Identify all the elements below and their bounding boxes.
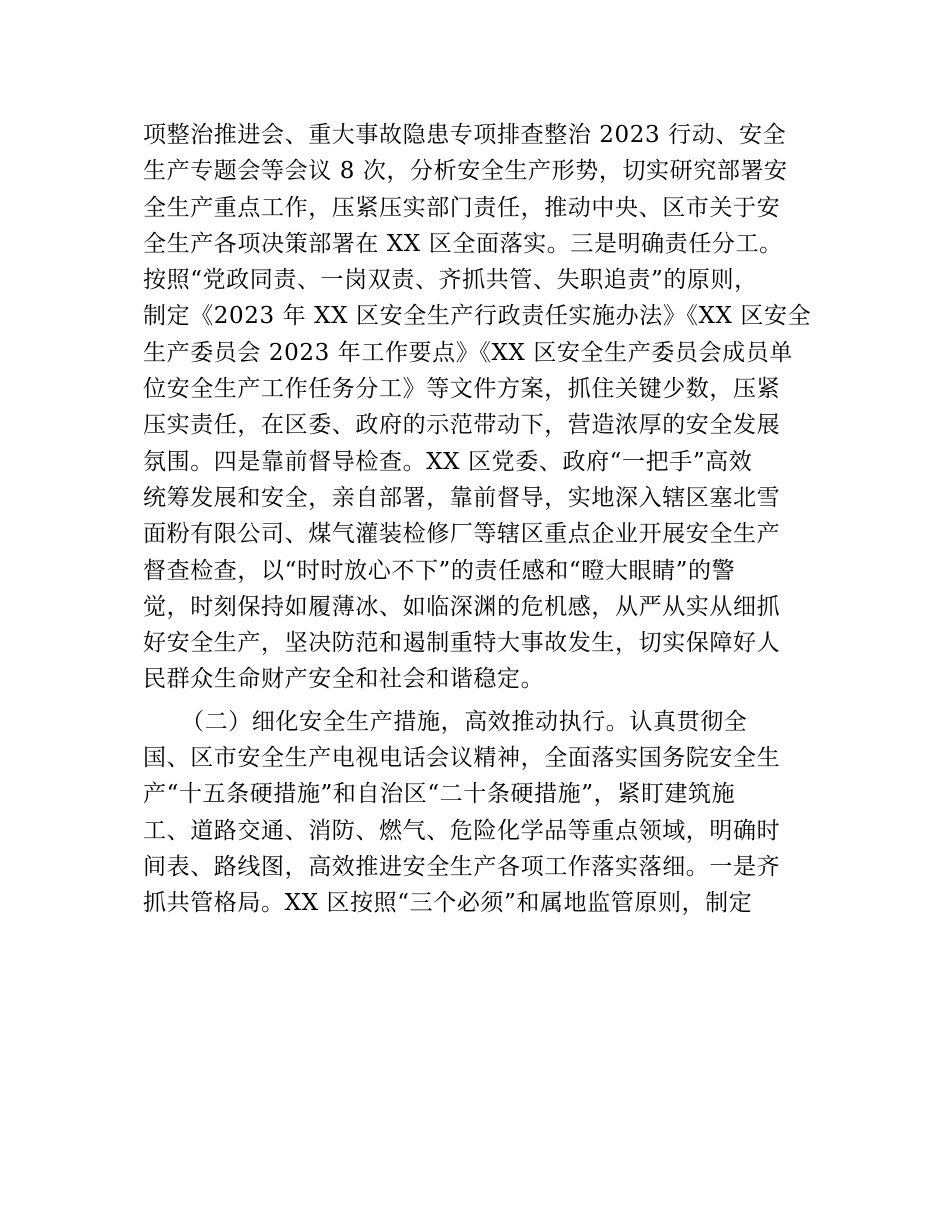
text-line: 按照“党政同责、一岗双责、齐抓共管、失职追责”的原则，	[143, 267, 758, 294]
text-line: 督查检查，以“时时放心不下”的责任感和“瞪大眼睛”的警	[143, 557, 736, 584]
text-line: 统筹发展和安全，亲自部署，靠前督导，实地深入辖区塞北雪	[143, 484, 781, 511]
text-line: 项整治推进会、重大事故隐患专项排查整治 2023 行动、安全	[143, 122, 787, 148]
document-body	[143, 117, 813, 922]
paragraph-1	[143, 117, 813, 698]
text-line: 国、区市安全生产电视电话会议精神，全面落实国务院安全生	[143, 745, 781, 772]
text-line: 生产专题会等会议 8 次，分析安全生产形势，切实研究部署安	[143, 158, 788, 185]
text-line: 面粉有限公司、煤气灌装检修厂等辖区重点企业开展安全生产	[143, 521, 781, 548]
text-line: 产“十五条硬措施”和自治区“二十条硬措施”，紧盯建筑施	[143, 781, 736, 808]
text-line: 全生产各项决策部署在 XX 区全面落实。三是明确责任分工。	[143, 230, 783, 257]
text-line: 生产委员会 2023 年工作要点》《XX 区安全生产委员会成员单	[143, 339, 793, 366]
text-line: （二）细化安全生产措施，高效推动执行。认真贯彻全	[181, 708, 748, 735]
text-line: 压实责任，在区委、政府的示范带动下，营造浓厚的安全发展	[143, 412, 781, 439]
text-line: 好安全生产，坚决防范和遏制重特大事故发生，切实保障好人	[143, 630, 781, 657]
paragraph-2	[143, 704, 813, 922]
text-line: 全生产重点工作，压紧压实部门责任，推动中央、区市关于安	[143, 194, 781, 221]
text-line: 间表、路线图，高效推进安全生产各项工作落实落细。一是齐	[143, 853, 781, 880]
text-line: 制定《2023 年 XX 区安全生产行政责任实施办法》《XX 区安全	[143, 303, 812, 330]
text-line: 觉，时刻保持如履薄冰、如临深渊的危机感，从严从实从细抓	[143, 593, 781, 620]
text-line: 民群众生命财产安全和社会和谐稳定。	[143, 666, 545, 693]
text-line: 工、道路交通、消防、燃气、危险化学品等重点领域，明确时	[143, 817, 781, 844]
text-line: 抓共管格局。XX 区按照“三个必须”和属地监管原则，制定	[143, 890, 753, 917]
text-line: 位安全生产工作任务分工》等文件方案，抓住关键少数，压紧	[143, 376, 781, 403]
text-line: 氛围。四是靠前督导检查。XX 区党委、政府“一把手”高效	[143, 448, 753, 475]
